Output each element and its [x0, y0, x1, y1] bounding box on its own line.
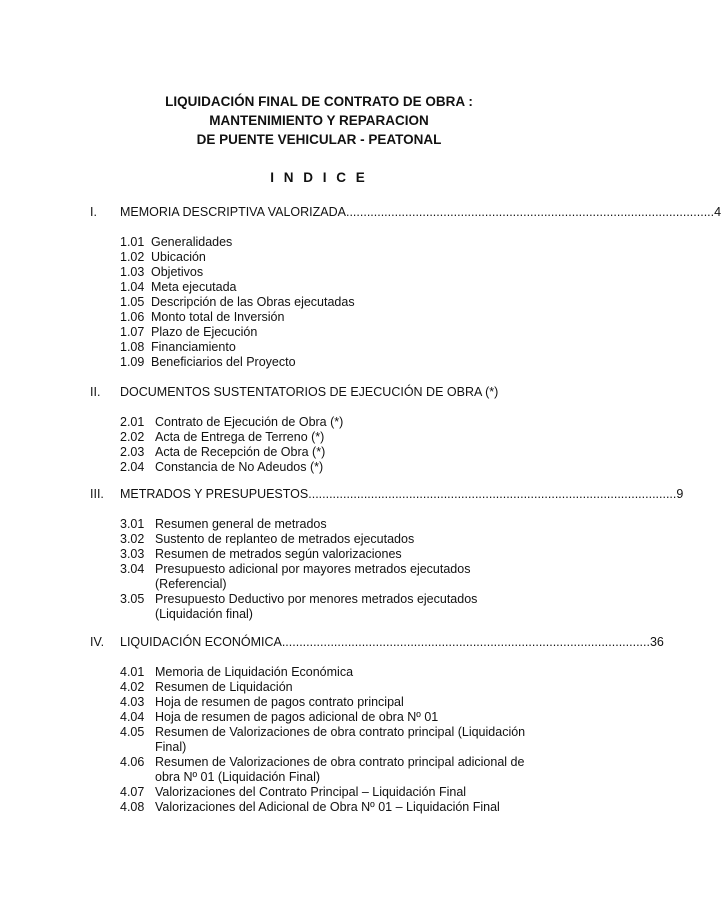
list-item — [0, 532, 638, 547]
item-number: 2.01 — [120, 415, 145, 429]
list-item — [0, 517, 638, 532]
item-text: Acta de Entrega de Terreno (*) — [155, 430, 325, 444]
item-number: 1.09 — [120, 355, 145, 369]
index-heading: I N D I C E — [270, 170, 368, 185]
item-number: 2.02 — [120, 430, 145, 444]
dot-leader: .......................................................................................................... — [308, 487, 677, 501]
item-number: 3.01 — [120, 517, 145, 531]
list-item — [0, 415, 638, 430]
list-item — [0, 547, 638, 562]
list-item — [0, 265, 638, 280]
dot-leader: .......................................................................................................... — [345, 205, 715, 219]
item-text: Resumen de Liquidación — [155, 680, 293, 694]
item-text: Generalidades — [151, 235, 233, 249]
item-number: 1.04 — [120, 280, 145, 294]
section-number: III. — [90, 487, 104, 501]
item-text: Hoja de resumen de pagos contrato principal — [155, 695, 404, 709]
item-number: 4.05 — [120, 725, 145, 739]
item-number: 4.02 — [120, 680, 145, 694]
item-number: 3.04 — [120, 562, 145, 576]
list-item — [0, 295, 638, 310]
item-text: Resumen de Valorizaciones de obra contrato principal adicional de obra Nº 01 (Liquidación Final) — [155, 755, 525, 784]
item-text: Sustento de replanteo de metrados ejecutados — [155, 532, 415, 546]
list-item — [0, 755, 638, 785]
list-item — [0, 325, 638, 340]
list-item — [0, 785, 638, 800]
item-text: Descripción de las Obras ejecutadas — [151, 295, 355, 309]
item-text: Valorizaciones del Contrato Principal – Liquidación Final — [155, 785, 467, 799]
item-text: Hoja de resumen de pagos adicional de obra Nº 01 — [155, 710, 439, 724]
list-item — [0, 430, 638, 445]
item-number: 4.06 — [120, 755, 145, 769]
list-item — [0, 250, 638, 265]
item-text: Plazo de Ejecución — [151, 325, 258, 339]
item-number: 4.07 — [120, 785, 145, 799]
list-item — [0, 695, 638, 710]
item-number: 1.03 — [120, 265, 145, 279]
list-item — [0, 592, 638, 622]
page-number: 4 — [714, 205, 721, 219]
title-line-2: MANTENIMIENTO Y REPARACION — [209, 113, 429, 128]
item-number: 1.06 — [120, 310, 145, 324]
list-item — [0, 310, 638, 325]
section-4 — [0, 633, 664, 815]
section-toc-entry — [120, 633, 664, 651]
section-title: MEMORIA DESCRIPTIVA VALORIZADA — [120, 205, 346, 219]
item-text: Financiamiento — [151, 340, 236, 354]
item-number: 1.08 — [120, 340, 145, 354]
item-number: 1.02 — [120, 250, 145, 264]
item-number: 1.01 — [120, 235, 145, 249]
list-item — [0, 355, 638, 370]
subsection-list — [0, 415, 638, 475]
item-text: Resumen de metrados según valorizaciones — [155, 547, 402, 561]
list-item — [0, 800, 638, 815]
item-number: 3.02 — [120, 532, 145, 546]
item-number: 4.03 — [120, 695, 145, 709]
section-title: LIQUIDACIÓN ECONÓMICA — [120, 635, 282, 649]
section-number: I. — [90, 205, 97, 219]
list-item — [0, 680, 638, 695]
item-text: Acta de Recepción de Obra (*) — [155, 445, 326, 459]
item-number: 1.07 — [120, 325, 145, 339]
title-line-3: DE PUENTE VEHICULAR - PEATONAL — [196, 132, 442, 147]
list-item — [0, 710, 638, 725]
list-item — [0, 340, 638, 355]
section-title: METRADOS Y PRESUPUESTOS — [120, 487, 309, 501]
item-number: 2.04 — [120, 460, 145, 474]
item-text: Resumen de Valorizaciones de obra contrato principal (Liquidación Final) — [155, 725, 526, 754]
section-toc-entry — [120, 203, 721, 221]
item-text: Valorizaciones del Adicional de Obra Nº 01 – Liquidación Final — [155, 800, 500, 814]
subsection-list — [0, 517, 638, 622]
item-text: Presupuesto Deductivo por menores metrados ejecutados (Liquidación final) — [155, 592, 478, 621]
item-text: Ubicación — [151, 250, 206, 264]
list-item — [0, 725, 638, 755]
list-item — [0, 445, 638, 460]
list-item — [0, 235, 638, 250]
section-number: II. — [90, 385, 101, 399]
document-title — [0, 92, 638, 149]
dot-leader: .......................................................................................................... — [281, 635, 650, 649]
subsection-list — [0, 235, 638, 370]
section-1 — [0, 203, 721, 370]
item-number: 4.04 — [120, 710, 145, 724]
section-title: DOCUMENTOS SUSTENTATORIOS DE EJECUCIÓN DE OBRA (*) — [120, 385, 499, 399]
list-item — [0, 665, 638, 680]
item-text: Objetivos — [151, 265, 204, 279]
list-item — [0, 280, 638, 295]
item-text: Contrato de Ejecución de Obra (*) — [155, 415, 344, 429]
item-text: Constancia de No Adeudos (*) — [155, 460, 324, 474]
item-number: 1.05 — [120, 295, 145, 309]
section-2 — [0, 383, 638, 475]
list-item — [0, 460, 638, 475]
item-number: 3.05 — [120, 592, 145, 606]
item-number: 3.03 — [120, 547, 145, 561]
section-number: IV. — [90, 635, 105, 649]
item-number: 4.08 — [120, 800, 145, 814]
section-toc-entry — [120, 485, 684, 503]
item-text: Meta ejecutada — [151, 280, 237, 294]
item-number: 2.03 — [120, 445, 145, 459]
item-text: Monto total de Inversión — [151, 310, 285, 324]
section-3 — [0, 485, 684, 622]
item-text: Memoria de Liquidación Económica — [155, 665, 354, 679]
item-number: 4.01 — [120, 665, 145, 679]
item-text: Beneficiarios del Proyecto — [151, 355, 296, 369]
page-number: 36 — [649, 635, 664, 649]
list-item — [0, 562, 638, 592]
page-number: 9 — [676, 487, 684, 501]
title-line-1: LIQUIDACIÓN FINAL DE CONTRATO DE OBRA : — [165, 94, 473, 109]
item-text: Resumen general de metrados — [155, 517, 327, 531]
subsection-list — [0, 665, 638, 815]
item-text: Presupuesto adicional por mayores metrados ejecutados (Referencial) — [155, 562, 471, 591]
